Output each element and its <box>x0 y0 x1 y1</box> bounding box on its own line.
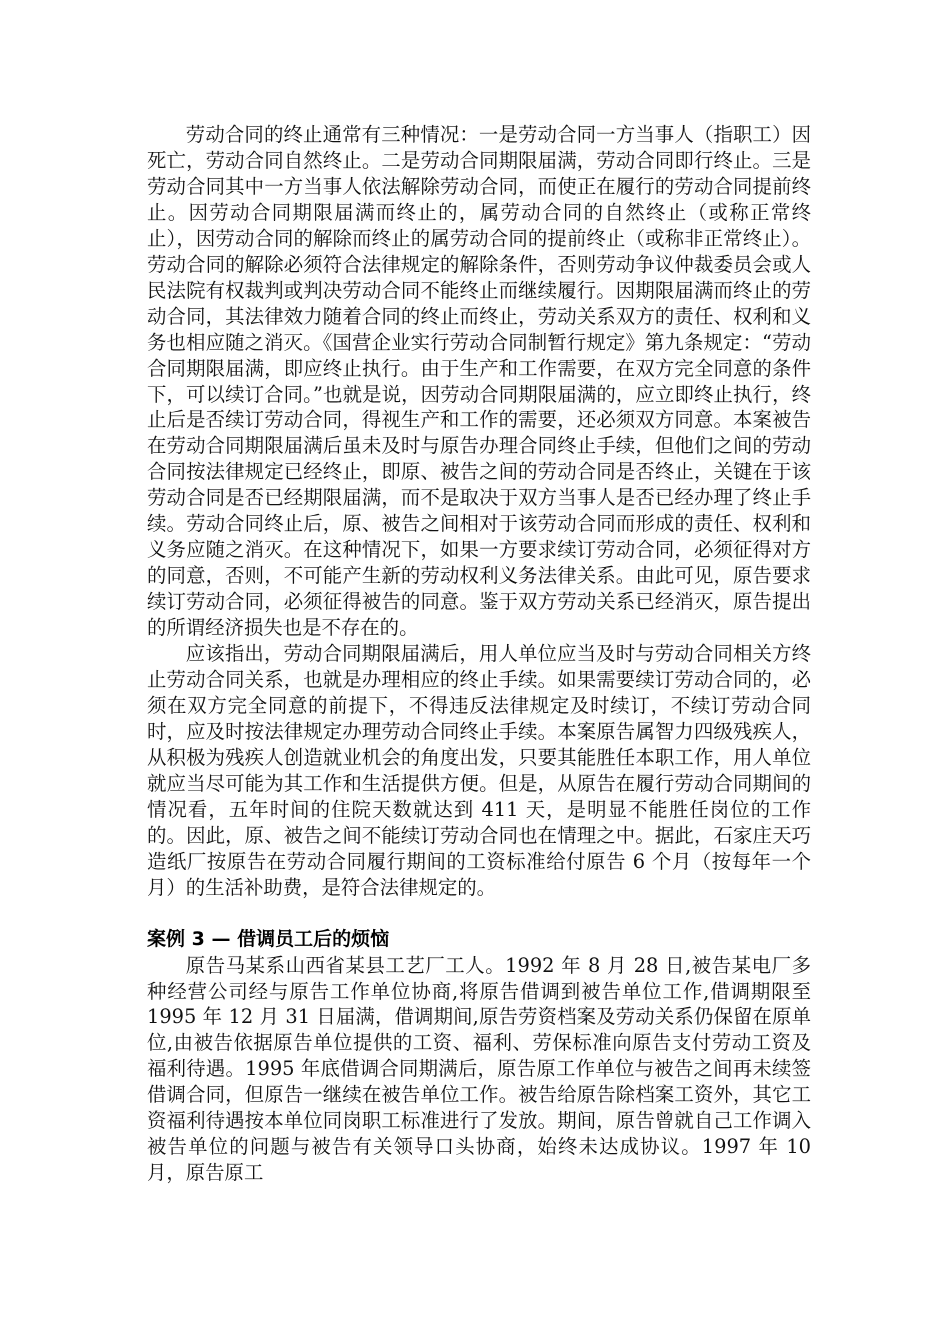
paragraph-employer-obligation: 应该指出，劳动合同期限届满后，用人单位应当及时与劳动合同相关方终止劳动合同关系，也就是办理相应的终止手续。如果需要续订劳动合同的，必须在双方完全同意的前提下，不得违反法律规定及时续订，不续订劳动合同时，应及时按法律规定办理劳动合同终止手续。本案原告属智力四级残疾人，从积极为残疾人创造就业机会的角度出发，只要其能胜任本职工作，用人单位就应当尽可能为其工作和生活提供方便。但是，从原告在履行劳动合同期间的情况看，五年时间的住院天数就达到 411 天，是明显不能胜任岗位的工作的。因此，原、被告之间不能续订劳动合同也在情理之中。据此，石家庄天巧造纸厂按原告在劳动合同履行期间的工资标准给付原告 6 个月（按每年一个月）的生活补助费，是符合法律规定的。 <box>147 642 811 899</box>
document-page <box>147 122 811 1186</box>
case-heading <box>147 927 811 953</box>
paragraph-case-3-facts: 原告马某系山西省某县工艺厂工人。1992 年 8 月 28 日,被告某电厂多种经营公司经与原告工作单位协商,将原告借调到被告单位工作,借调期限至 1995 年 12 月 31 日届满，借调期间,原告劳资档案及劳动关系仍保留在原单位,由被告依据原告单位提供的工资、福利、劳保标准向原告支付劳动工资及福利待遇。1995 年底借调合同期满后，原告原工作单位与被告之间再未续签借调合同，但原告一继续在被告单位工作。被告给原告除档案工资外，其它工资福利待遇按本单位同岗职工标准进行了发放。期间，原告曾就自己工作调入被告单位的问题与被告有关领导口头协商，始终未达成协议。1997 年 10 月，原告原工 <box>147 953 811 1185</box>
paragraph-contract-termination: 劳动合同的终止通常有三种情况：一是劳动合同一方当事人（指职工）因死亡，劳动合同自然终止。二是劳动合同期限届满，劳动合同即行终止。三是劳动合同其中一方当事人依法解除劳动合同，而使正在履行的劳动合同提前终止。因劳动合同期限届满而终止的，属劳动合同的自然终止（或称正常终止），因劳动合同的解除而终止的属劳动合同的提前终止（或称非正常终止）。劳动合同的解除必须符合法律规定的解除条件，否则劳动争议仲裁委员会或人民法院有权裁判或判决劳动合同不能终止而继续履行。因期限届满而终止的劳动合同，其法律效力随着合同的终止而终止，劳动关系双方的责任、权利和义务也相应随之消灭。《国营企业实行劳动合同制暂行规定》第九条规定：“劳动合同期限届满，即应终止执行。由于生产和工作需要，在双方完全同意的条件下，可以续订合同。”也就是说，因劳动合同期限届满的，应立即终止执行，终止后是否续订劳动合同，得视生产和工作的需要，还必须双方同意。本案被告在劳动合同期限届满后虽未及时与原告办理合同终止手续，但他们之间的劳动合同按法律规定已经终止，即原、被告之间的劳动合同是否终止，关键在于该劳动合同是否已经期限届满，而不是取决于双方当事人是否已经办理了终止手续。劳动合同终止后，原、被告之间相对于该劳动合同而形成的责任、权利和义务应随之消灭。在这种情况下，如果一方要求续订劳动合同，必须征得对方的同意，否则，不可能产生新的劳动权利义务法律关系。由此可见，原告要求续订劳动合同，必须征得被告的同意。鉴于双方劳动关系已经消灭，原告提出的所谓经济损失也是不存在的。 <box>147 123 811 640</box>
case-heading-text: 案例 3 — 借调员工后的烦恼 <box>147 927 390 950</box>
